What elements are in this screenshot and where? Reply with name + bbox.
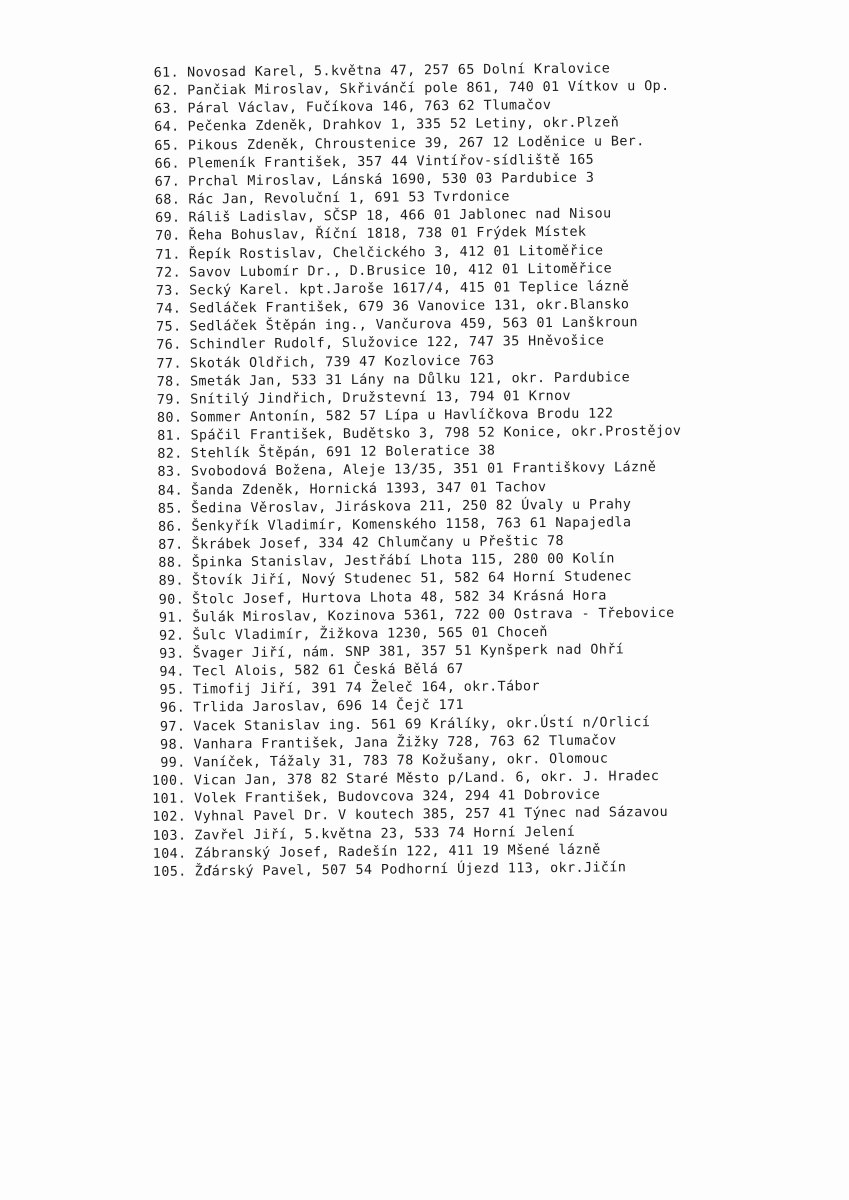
entry-address: Tecl Alois, 582 61 Česká Bělá 67	[192, 662, 464, 680]
entry-number: 93.	[159, 646, 185, 662]
entry-number: 78.	[156, 374, 183, 390]
entry-address: Štolc Josef, Hurtova Lhota 48, 582 34 Krásná Hora	[192, 588, 607, 608]
entry-address: Šedina Věroslav, Jiráskova 211, 250 82 Úvaly u Prahy	[191, 497, 632, 517]
entry-address: Volek František, Budovcova 324, 294 41 Dobrovice	[193, 787, 601, 807]
entry-address: Šenkyřík Vladimír, Komenského 1158, 763 61 Napajedla	[191, 515, 632, 535]
entry-number: 86.	[157, 519, 184, 535]
entry-address: Vyhnal Pavel Dr. V koutech 385, 257 41 Týnec nad Sázavou	[194, 805, 669, 825]
entry-number: 63.	[153, 101, 180, 118]
entry-number: 84.	[157, 483, 184, 499]
entry-number: 90.	[158, 592, 185, 608]
entry-address: Plemeník František, 357 44 Vintířov-sídliště 165	[187, 152, 595, 172]
entry-number: 79.	[156, 392, 183, 408]
entry-address: Pečenka Zdeněk, Drahkov 1, 335 52 Letiny, okr.Plzeň	[187, 115, 620, 135]
entry-address: Pančiak Miroslav, Skřivánčí pole 861, 740 01 Vítkov u Op.	[187, 79, 670, 99]
entry-number: 100.	[151, 773, 186, 789]
entry-address: Vacek Stanislav ing. 561 69 Králíky, okr.Ústí n/Orlicí	[193, 714, 651, 735]
entry-number: 81.	[157, 428, 183, 444]
entry-address: Páral Václav, Fučíkova 146, 763 62 Tlumačov	[187, 98, 552, 117]
entry-address: Snítilý Jindřich, Družstevní 13, 794 01 Krnov	[190, 388, 572, 408]
entry-number: 77.	[156, 356, 182, 372]
entry-number: 83.	[157, 465, 183, 481]
entry-number: 102.	[152, 809, 187, 826]
entry-address: Smeták Jan, 533 31 Lány na Důlku 121, okr. Pardubice	[189, 369, 631, 390]
entry-address: Sommer Antonín, 582 57 Lípa u Havlíčkova Brodu 122	[190, 406, 614, 426]
entry-number: 72.	[155, 265, 182, 281]
entry-number: 75.	[156, 319, 182, 336]
entry-number: 70.	[155, 229, 181, 245]
entry-address: Sedláček Štěpán ing., Vančurova 459, 563 01 Lanškroun	[189, 315, 639, 335]
entry-number: 103.	[152, 828, 187, 844]
entry-address: Špinka Stanislav, Jestřábí Lhota 115, 280 00 Kolín	[191, 551, 615, 571]
entry-address: Šanda Zdeněk, Hornická 1393, 347 01 Tachov	[191, 479, 547, 499]
entry-number: 76.	[156, 337, 182, 354]
entry-address: Zábranský Josef, Radešín 122, 411 19 Mšené lázně	[194, 842, 601, 862]
entry-address: Skoták Oldřich, 739 47 Kozlovice 763	[189, 353, 495, 372]
entry-number: 101.	[152, 791, 187, 808]
entry-address: Sedláček František, 679 36 Vanovice 131, okr.Blansko	[189, 297, 630, 317]
entry-address: Štovík Jiří, Nový Studenec 51, 582 64 Horní Studenec	[191, 569, 633, 589]
entry-number: 92.	[159, 628, 185, 644]
entry-address: Secký Karel. kpt.Jaroše 1617/4, 415 01 Teplice lázně	[189, 279, 630, 299]
entry-address: Řeha Bohuslav, Říční 1818, 738 01 Frýdek Místek	[188, 225, 587, 244]
entry-address: Škrábek Josef, 334 42 Chlumčany u Přeštic 78	[191, 533, 564, 553]
entry-number: 66.	[154, 156, 181, 172]
entry-address: Vican Jan, 378 82 Staré Město p/Land. 6, okr. J. Hradec	[193, 769, 660, 789]
entry-number: 64.	[154, 120, 180, 136]
entry-address: Žďárský Pavel, 507 54 Podhorní Újezd 113, okr.Jičín	[194, 860, 627, 880]
entry-number: 73.	[155, 283, 182, 299]
entry-number: 97.	[159, 719, 186, 735]
entry-address: Vanhara František, Jana Žižky 728, 763 62 Tlumačov	[193, 733, 617, 753]
entry-number: 68.	[154, 192, 181, 208]
entry-number: 88.	[158, 555, 184, 572]
entry-number: 69.	[155, 210, 181, 227]
entry-address: Svobodová Božena, Aleje 13/35, 351 01 Františkovy Lázně	[190, 460, 657, 480]
address-list	[138, 58, 836, 882]
entry-number: 67.	[154, 174, 181, 190]
entry-address: Šulc Vladimír, Žižkova 1230, 565 01 Choceň	[192, 624, 548, 644]
entry-address: Pikous Zdeněk, Chroustenice 39, 267 12 Loděnice u Ber.	[187, 133, 645, 154]
entry-address: Spáčil František, Budětsko 3, 798 52 Konice, okr.Prostějov	[190, 423, 682, 444]
entry-number: 95.	[159, 682, 186, 699]
entry-address: Řepík Rostislav, Chelčického 3, 412 01 Litoměřice	[188, 243, 604, 263]
entry-address: Prchal Miroslav, Lánská 1690, 530 03 Pardubice 3	[188, 170, 595, 190]
entry-number: 104.	[152, 846, 187, 862]
entry-number: 96.	[159, 701, 186, 717]
entry-number: 62.	[153, 83, 180, 100]
entry-number: 91.	[158, 610, 185, 626]
entry-address: Zavřel Jiří, 5.května 23, 533 74 Horní Jelení	[194, 824, 576, 844]
entry-number: 105.	[152, 864, 187, 880]
entry-number: 61.	[153, 65, 180, 81]
entry-address: Šulák Miroslav, Kozinova 5361, 722 00 Ostrava - Třebovice	[192, 605, 675, 626]
entry-address: Vaníček, Tážaly 31, 783 78 Kožušany, okr. Olomouc	[193, 751, 609, 771]
entry-address: Ráliš Ladislav, SČSP 18, 466 01 Jablonec nad Nisou	[188, 206, 612, 226]
entry-address: Schindler Rudolf, Služovice 122, 747 35 Hněvošice	[189, 333, 605, 353]
entry-address: Rác Jan, Revoluční 1, 691 53 Tvrdonice	[188, 189, 510, 208]
entry-number: 82.	[157, 446, 183, 463]
entry-number: 74.	[155, 301, 182, 317]
entry-address: Švager Jiří, nám. SNP 381, 357 51 Kynšperk nad Ohří	[192, 642, 625, 662]
entry-number: 71.	[155, 247, 181, 263]
entry-number: 80.	[156, 410, 183, 426]
entry-number: 99.	[160, 755, 186, 771]
entry-address: Stehlík Štěpán, 691 12 Boleratice 38	[190, 443, 496, 462]
entry-address: Novosad Karel, 5.května 47, 257 65 Dolní Kralovice	[187, 61, 611, 81]
entry-address: Trlida Jaroslav, 696 14 Čejč 171	[193, 698, 465, 716]
entry-number: 65.	[154, 138, 180, 154]
entry-number: 87.	[158, 537, 184, 553]
entry-number: 94.	[159, 664, 185, 680]
entry-address: Savov Lubomír Dr., D.Brusice 10, 412 01 Litoměřice	[188, 261, 613, 281]
entry-number: 85.	[157, 501, 184, 517]
entry-number: 89.	[158, 573, 185, 590]
entry-address: Timofij Jiří, 391 74 Želeč 164, okr.Tábor	[192, 679, 540, 698]
entry-number: 98.	[160, 737, 186, 753]
